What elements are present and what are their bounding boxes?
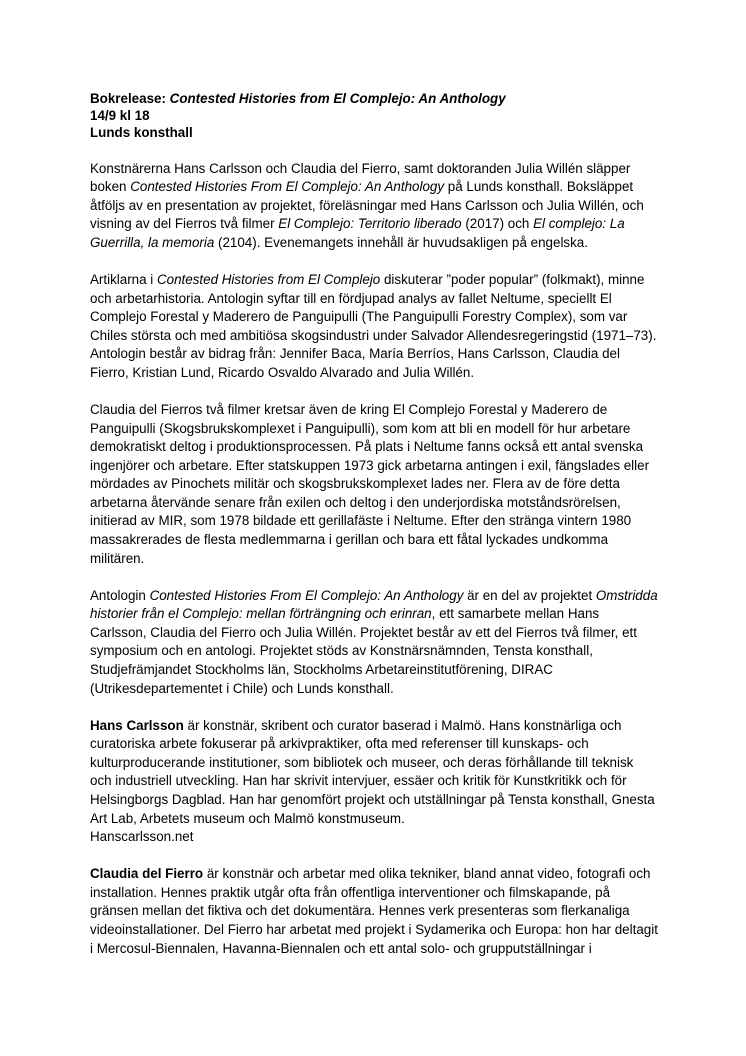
bio-name: Claudia del Fierro <box>90 866 204 882</box>
event-header <box>90 90 658 141</box>
event-date: 14/9 kl 18 <box>90 108 150 123</box>
website-link[interactable]: Hanscarlsson.net <box>90 829 194 845</box>
paragraph-articles: Artiklarna i Contested Histories from El Complejo diskuterar ”poder popular” (folkmakt), minne och arbetarhistoria. Antologin syftar till en fördjupad analys av fallet Neltume, speciellt El Complejo Forestal y Maderero de Panguipulli (The Panguipulli Forestry Complex), som var Chiles största och med ambitiösa skogsindustri under Salvador Allendesregeringstid (1971–73). Antologin består av bidrag från: Jennifer Baca, María Berríos, Hans Carlsson, Claudia del Fierro, Kristian Lund, Ricardo Osvaldo Alvarado and Julia Willén. <box>90 271 657 380</box>
title-prefix: Bokrelease: <box>90 91 170 106</box>
event-venue: Lunds konsthall <box>90 125 193 140</box>
paragraph-films: Claudia del Fierros två filmer kretsar även de kring El Complejo Forestal y Maderero de Panguipulli (Skogsbrukskomplexet i Panguipulli), som kom att bli en modell för hur arbetare demokratiskt deltog i produktionsprocessen. På plats i Neltume fanns också ett antal svenska ingenjörer och arbetare. Efter statskuppen 1973 gick arbetarna antingen i exil, fängslades eller mördades av Pinochets militär och skogsbrukskomplexet lades ner. Flera av de före detta arbetarna återvände senare från exilen och deltog i den underjordiska motståndsrörelsen, initierad av MIR, som 1978 bildade ett gerillafäste i Neltume. Efter den stränga vintern 1980 massakrerades de flesta medlemmarna i gerillan och bara ett fåtal lyckades undkomma militären. <box>90 401 650 566</box>
book-title: Contested Histories from El Complejo: An Anthology <box>169 91 506 106</box>
paragraph-bio-claudia: Claudia del Fierro är konstnär och arbetar med olika tekniker, bland annat video, fotografi och installation. Hennes praktik utgår ofta från offentliga interventioner och filmskapande, på gränsen mellan det fiktiva och det dokumentära. Hennes verk presenteras som flerkanaliga videoinstallationer. Del Fierro har arbetat med projekt i Sydamerika och Europa: hon har deltagit i Mercosul-Biennalen, Havanna-Biennalen och ett antal solo- och grupputställningar i <box>90 866 658 956</box>
paragraph-bio-hans: Hans Carlsson är konstnär, skribent och curator baserad i Malmö. Hans konstnärliga och curatoriska arbete fokuserar på arkivpraktiker, ofta med referenser till kunskaps- och kulturproducerande institutioner, som bibliotek och museer, och deras förhållande till teknisk och industriell utveckling. Han har skrivit intervjuer, essäer och kritik för Kunstkritikk och för Helsingborgs Dagblad. Han har genomfört projekt och utställningar på Tensta konsthall, Gnesta Art Lab, Arbetets museum och Malmö konstmuseum. Hanscarlsson.net <box>90 717 655 845</box>
bio-name: Hans Carlsson <box>90 717 184 733</box>
paragraph-intro: Konstnärerna Hans Carlsson och Claudia del Fierro, samt doktoranden Julia Willén släpper boken Contested Histories From El Complejo: An Anthology på Lunds konsthall. Boksläppet åtföljs av en presentation av projektet, föreläsningar med Hans Carlsson och Julia Willén, och visning av del Fierros två filmer El Complejo: Territorio liberado (2017) och El complejo: La Guerrilla, la memoria (2104). Evenemangets innehåll är huvudsakligen på engelska. <box>90 160 644 250</box>
event-title <box>90 90 658 107</box>
paragraph-project: Antologin Contested Histories From El Complejo: An Anthology är en del av projektet Omstridda historier från el Complejo: mellan förträngning och erinran, ett samarbete mellan Hans Carlsson, Claudia del Fierro och Julia Willén. Projektet består av ett del Fierros två filmer, ett symposium och en antologi. Projektet stöds av Konstnärsnämnden, Tensta konsthall, Studjefrämjandet Stockholms län, Stockholms Arbetareinstitutförening, DIRAC (Utrikesdepartementet i Chile) och Lunds konsthall. <box>90 587 658 696</box>
